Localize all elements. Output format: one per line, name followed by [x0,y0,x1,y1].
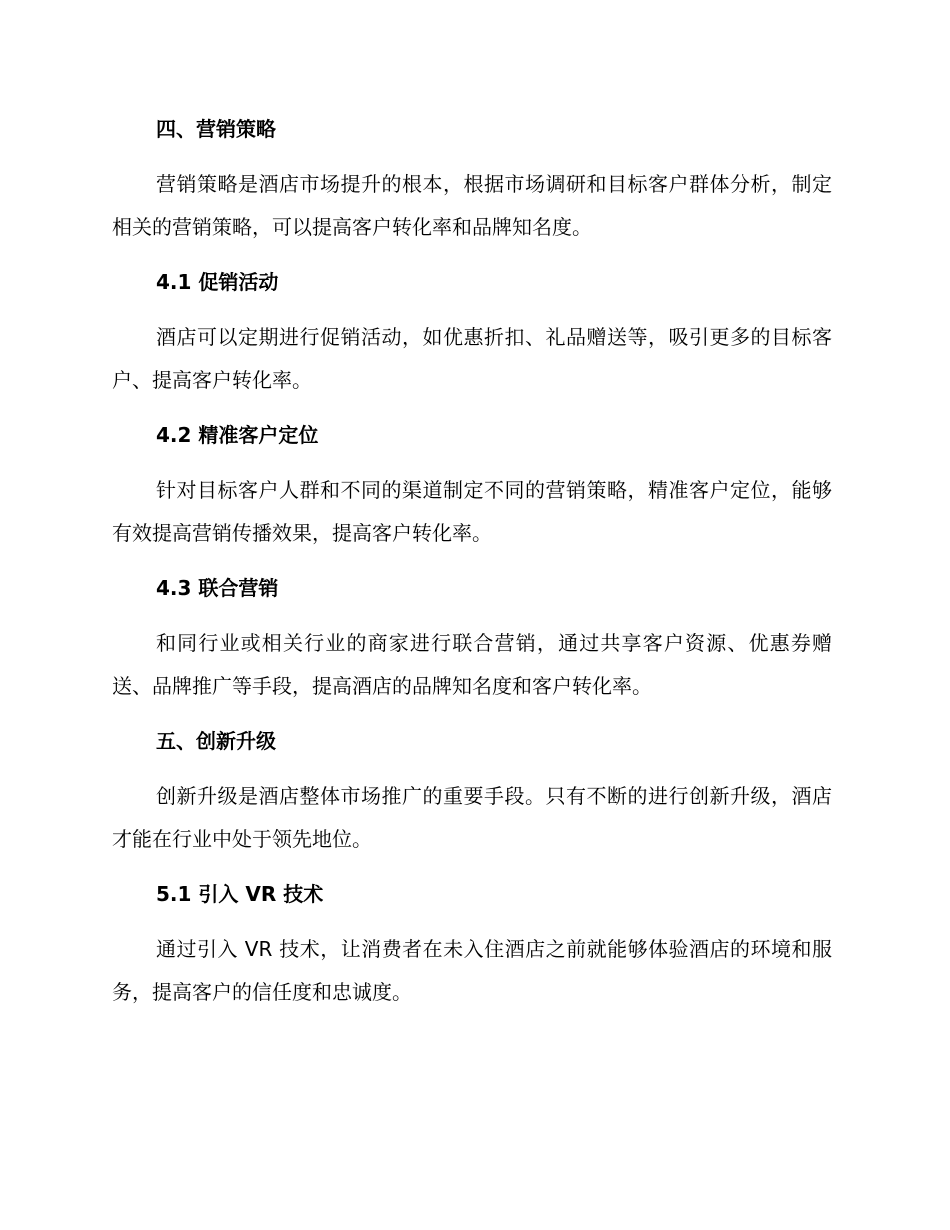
heading-vr-technology: 5.1 引入 VR 技术 [156,882,324,906]
para-joint-marketing: 和同行业或相关行业的商家进行联合营销，通过共享客户资源、优惠券赠送、品牌推广等手段，提高酒店的品牌知名度和客户转化率。 [112,631,832,698]
heading-precise-positioning: 4.2 精准客户定位 [156,423,319,447]
para-vr-technology: 通过引入 VR 技术，让消费者在未入住酒店之前就能够体验酒店的环境和服务，提高客户的信任度和忠诚度。 [112,937,832,1004]
para-precise-positioning: 针对目标客户人群和不同的渠道制定不同的营销策略，精准客户定位，能够有效提高营销传播效果，提高客户转化率。 [112,478,832,545]
heading-marketing-strategy: 四、营销策略 [156,117,276,141]
para-promotions: 酒店可以定期进行促销活动，如优惠折扣、礼品赠送等，吸引更多的目标客户、提高客户转化率。 [112,325,832,392]
heading-promotions: 4.1 促销活动 [156,270,279,294]
para-marketing-intro: 营销策略是酒店市场提升的根本，根据市场调研和目标客户群体分析，制定相关的营销策略，可以提高客户转化率和品牌知名度。 [112,172,832,239]
para-innovation-intro: 创新升级是酒店整体市场推广的重要手段。只有不断的进行创新升级，酒店才能在行业中处于领先地位。 [112,784,832,851]
heading-joint-marketing: 4.3 联合营销 [156,576,279,600]
heading-innovation-upgrade: 五、创新升级 [156,729,276,753]
document-body [112,112,832,1030]
